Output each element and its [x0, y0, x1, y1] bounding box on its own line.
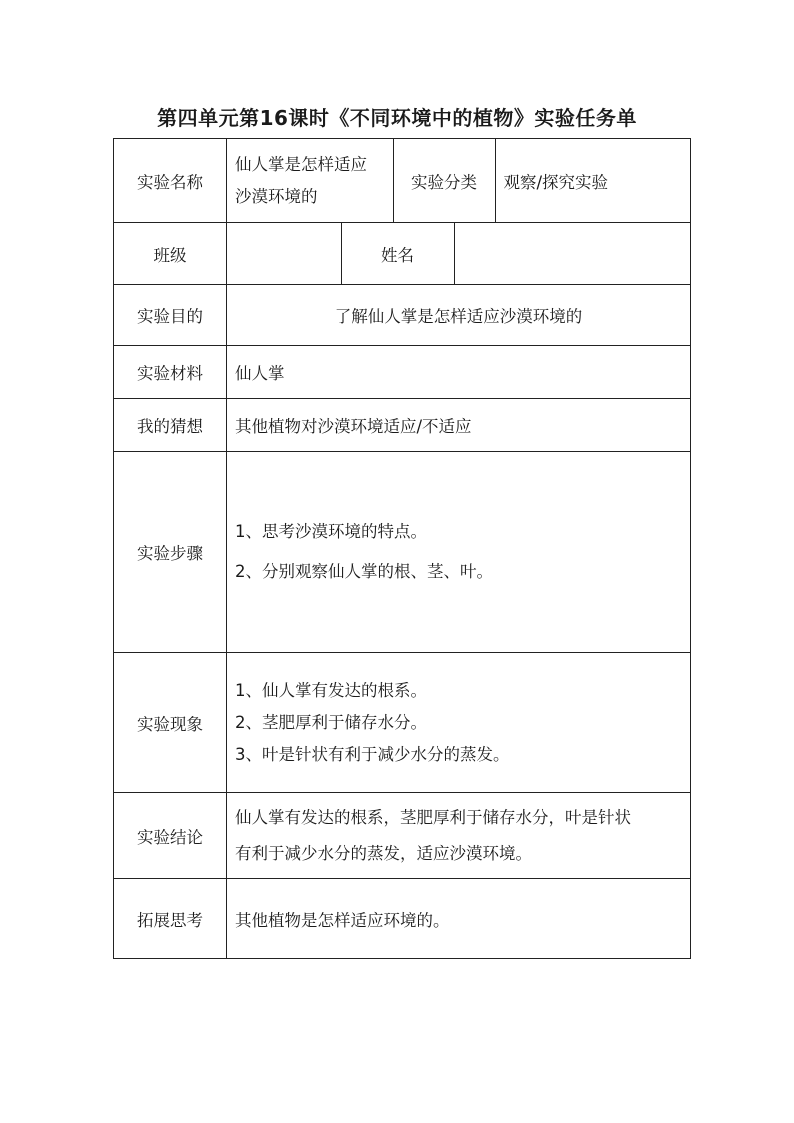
conclusion-label: 实验结论 [114, 793, 227, 879]
row-materials [114, 346, 691, 399]
conclusion-value [227, 793, 691, 879]
phenomenon-item: 1、仙人掌有发达的根系。 [235, 680, 427, 700]
row-phenomena [114, 653, 691, 793]
row-hypothesis [114, 399, 691, 452]
row-purpose [114, 285, 691, 346]
phenomenon-item: 2、茎肥厚利于储存水分。 [235, 712, 427, 732]
experiment-name-line-1: 仙人掌是怎样适应 [235, 154, 367, 174]
page-title: 第四单元第16课时《不同环境中的植物》实验任务单 [157, 106, 637, 130]
row-experiment-name [114, 139, 691, 223]
phenomenon-item: 3、叶是针状有利于减少水分的蒸发。 [235, 744, 510, 764]
experiment-name-value [227, 139, 393, 222]
extension-label: 拓展思考 [114, 879, 227, 959]
row-extension [114, 879, 691, 959]
step-item: 1、思考沙漠环境的特点。 [235, 522, 427, 541]
steps-label: 实验步骤 [114, 452, 227, 653]
student-name-field[interactable] [454, 223, 690, 284]
conclusion-line-1: 仙人掌有发达的根系，茎肥厚利于储存水分，叶是针状 [235, 807, 631, 827]
class-label: 班级 [114, 223, 227, 285]
conclusion-line-2: 有利于减少水分的蒸发，适应沙漠环境。 [235, 843, 532, 863]
step-item: 2、分别观察仙人掌的根、茎、叶。 [235, 562, 493, 581]
experiment-name-line-2: 沙漠环境的 [235, 186, 318, 206]
task-table [113, 138, 691, 959]
phenomena-value [227, 653, 691, 793]
materials-value: 仙人掌 [227, 346, 691, 399]
steps-value [227, 452, 691, 653]
purpose-label: 实验目的 [114, 285, 227, 346]
experiment-name-label: 实验名称 [114, 139, 227, 223]
experiment-category-value: 观察/探究实验 [495, 139, 690, 222]
student-name-label: 姓名 [341, 223, 454, 284]
row-steps [114, 452, 691, 653]
experiment-category-label: 实验分类 [393, 139, 495, 222]
phenomena-label: 实验现象 [114, 653, 227, 793]
materials-label: 实验材料 [114, 346, 227, 399]
hypothesis-value: 其他植物对沙漠环境适应/不适应 [227, 399, 691, 452]
purpose-value: 了解仙人掌是怎样适应沙漠环境的 [227, 285, 691, 346]
row-conclusion [114, 793, 691, 879]
hypothesis-label: 我的猜想 [114, 399, 227, 452]
extension-value: 其他植物是怎样适应环境的。 [227, 879, 691, 959]
row-class [114, 223, 691, 285]
class-field[interactable] [227, 223, 341, 284]
